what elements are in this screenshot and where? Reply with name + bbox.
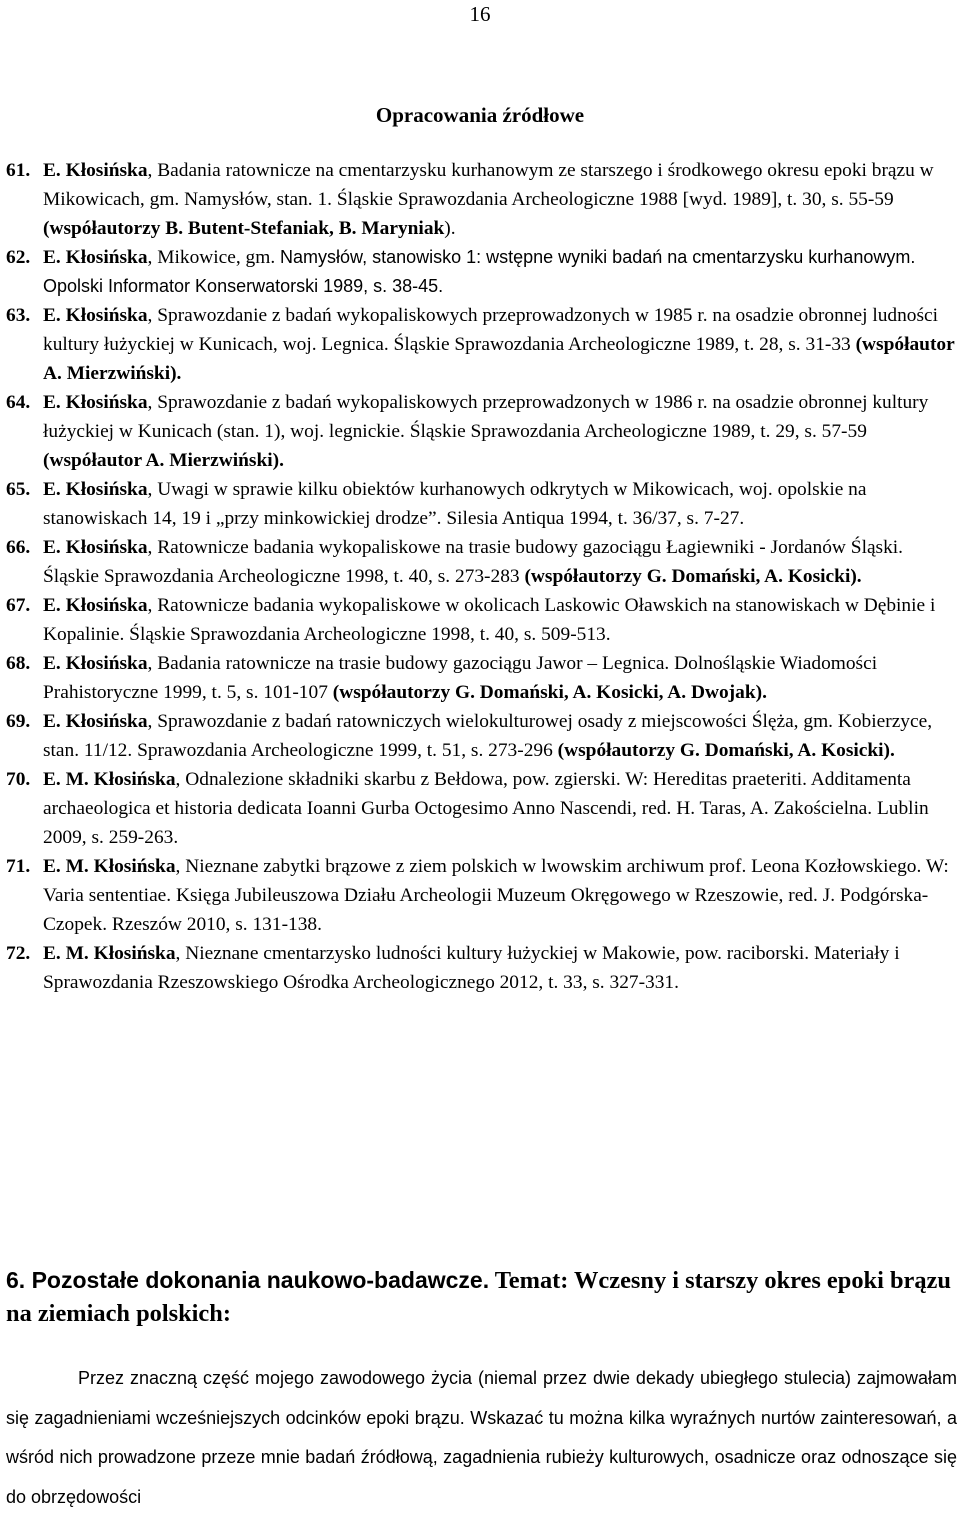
entry-text: ). <box>444 218 456 239</box>
entry-number: 64. <box>6 392 31 413</box>
body-paragraph-text: Przez znaczną część mojego zawodowego życia (niemal przez dwie dekady ubiegłego stulecia) zajmowałam się zagadnieniami wcześniejszych odcinków epoki brązu. Wskazać tu można kilka wyraźnych nurtów zainteresowań, a wśród nich prowadzone przeze mnie badań źródłową, zagadnienia rubieży kulturowych, osadnicze oraz odnoszące się do obrzędowości <box>6 1368 957 1507</box>
entry-text: Namysłów, stanowisko 1: wstępne wyniki badań na cmentarzysku kurhanowym. Opolski Informator Konserwatorski 1989, s. 38-45. <box>43 247 916 296</box>
entry-text-bold: E. Kłosińska <box>43 653 148 674</box>
entry-number: 62. <box>6 247 31 268</box>
entry-text: , Nieznane zabytki brązowe z ziem polskich w lwowskim archiwum prof. Leona Kozłowskiego. W: Varia sententiae. Księga Jubileuszowa Działu Archeologii Muzeum Okręgowego w Rzeszowie, red. J. Podgórska-Czopek. Rzeszów 2010, s. 131-138. <box>43 856 949 935</box>
bibliography-entry <box>6 707 956 765</box>
bibliography-entry <box>6 533 956 591</box>
bibliography-entry <box>6 301 956 388</box>
section-heading-6-part1: 6. Pozostałe dokonania naukowo-badawcze. <box>6 1267 490 1293</box>
entry-text-bold: E. Kłosińska <box>43 305 148 326</box>
entry-number: 69. <box>6 711 31 732</box>
bibliography-entry <box>6 939 956 997</box>
section-title: Opracowania źródłowe <box>375 103 585 127</box>
entry-number: 67. <box>6 595 31 616</box>
entry-number: 71. <box>6 856 31 877</box>
entry-text-bold: E. Kłosińska <box>43 247 148 268</box>
bibliography-entry <box>6 649 956 707</box>
entry-text-bold: E. M. Kłosińska <box>43 943 176 964</box>
entry-text-bold: E. Kłosińska <box>43 595 148 616</box>
bibliography-entry <box>6 156 956 243</box>
entry-text-bold: (współautorzy B. Butent-Stefaniak, B. Maryniak <box>43 218 445 239</box>
body-paragraph <box>6 1359 957 1517</box>
entry-text-bold: E. M. Kłosińska <box>43 856 176 877</box>
entry-number: 68. <box>6 653 31 674</box>
entry-text-bold: (współautor A. Mierzwiński). <box>43 450 284 471</box>
page-number: 16 <box>469 2 491 26</box>
entry-text: , Mikowice, gm. <box>147 247 281 268</box>
entry-text-bold: (współautorzy G. Domański, A. Kosicki). <box>524 566 862 587</box>
entry-text-bold: (współautorzy G. Domański, A. Kosicki, A. Dwojak). <box>332 682 767 703</box>
entry-text: , Odnalezione składniki skarbu z Bełdowa, pow. zgierski. W: Hereditas praeteriti. Additamenta archaeologica et historia dedicata Ioanni Gurba Octogesimo Anno Nascendi, red. H. Taras, A. Zakościelna. Lublin 2009, s. 259-263. <box>43 769 929 848</box>
entry-text-bold: (współautorzy G. Domański, A. Kosicki). <box>557 740 895 761</box>
entry-text: , Ratownicze badania wykopaliskowe na trasie budowy gazociągu Łagiewniki - Jordanów Śląski. Śląskie Sprawozdania Archeologiczne 1998, t. 40, s. 273-283 <box>43 537 904 587</box>
entry-text-bold: E. Kłosińska <box>43 711 148 732</box>
entry-text-bold: E. M. Kłosińska <box>43 769 176 790</box>
entry-text-bold: E. Kłosińska <box>43 392 148 413</box>
entry-number: 72. <box>6 943 31 964</box>
entry-text-bold: (współautor A. Mierzwiński). <box>43 334 955 384</box>
entry-text: , Sprawozdanie z badań wykopaliskowych przeprowadzonych w 1985 r. na osadzie obronnej ludności kultury łużyckiej w Kunicach, woj. Legnica. Śląskie Sprawozdania Archeologiczne 1989, t. 28, s. 31-33 <box>43 305 939 355</box>
bibliography-entry <box>6 475 956 533</box>
entry-number: 65. <box>6 479 31 500</box>
entry-text: , Sprawozdanie z badań wykopaliskowych przeprowadzonych w 1986 r. na osadzie obronnej kultury łużyckiej w Kunicach (stan. 1), woj. legnickie. Śląskie Sprawozdania Archeologiczne 1989, t. 29, s. 57-59 <box>43 392 929 442</box>
entry-text: , Badania ratownicze na cmentarzysku kurhanowym ze starszego i środkowego okresu epoki brązu w Mikowicach, gm. Namysłów, stan. 1. Śląskie Sprawozdania Archeologiczne 1988 [wyd. 1989], t. 30, s. 55-59 <box>43 160 934 210</box>
entry-number: 66. <box>6 537 31 558</box>
bibliography-list <box>6 156 956 997</box>
entry-number: 70. <box>6 769 31 790</box>
section-heading-6 <box>6 1264 960 1330</box>
bibliography-entry <box>6 388 956 475</box>
entry-text: , Badania ratownicze na trasie budowy gazociągu Jawor – Legnica. Dolnośląskie Wiadomości Prahistoryczne 1999, t. 5, s. 101-107 <box>43 653 878 703</box>
entry-text: , Uwagi w sprawie kilku obiektów kurhanowych odkrytych w Mikowicach, woj. opolskie na stanowiskach 14, 19 i „przy minkowickiej drodze”. Silesia Antiqua 1994, t. 36/37, s. 7-27. <box>43 479 867 529</box>
entry-text-bold: E. Kłosińska <box>43 160 148 181</box>
entry-text: , Ratownicze badania wykopaliskowe w okolicach Laskowic Oławskich na stanowiskach w Dębinie i Kopalinie. Śląskie Sprawozdania Archeologiczne 1998, t. 40, s. 509-513. <box>43 595 936 645</box>
entry-text: , Sprawozdanie z badań ratowniczych wielokulturowej osady z miejscowości Ślęża, gm. Kobierzyce, stan. 11/12. Sprawozdania Archeologiczne 1999, t. 51, s. 273-296 <box>43 711 933 761</box>
bibliography-entry <box>6 765 956 852</box>
entry-text-bold: E. Kłosińska <box>43 537 148 558</box>
entry-text: , Nieznane cmentarzysko ludności kultury łużyckiej w Makowie, pow. raciborski. Materiały i Sprawozdania Rzeszowskiego Ośrodka Archeologicznego 2012, t. 33, s. 327-331. <box>43 943 900 993</box>
bibliography-entry <box>6 852 956 939</box>
entry-number: 63. <box>6 305 31 326</box>
entry-text-bold: E. Kłosińska <box>43 479 148 500</box>
bibliography-entry <box>6 591 956 649</box>
section-heading-6-part2: Temat: Wczesny i starszy okres epoki brązu na ziemiach polskich: <box>6 1267 951 1327</box>
bibliography-entry <box>6 243 956 301</box>
entry-number: 61. <box>6 160 31 181</box>
